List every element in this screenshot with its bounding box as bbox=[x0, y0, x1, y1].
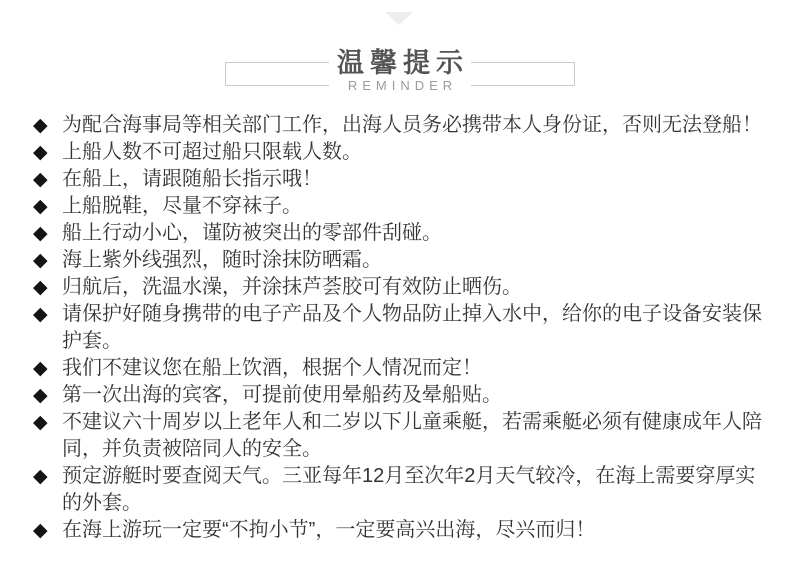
tip-list-item bbox=[33, 517, 768, 544]
tip-list-item bbox=[33, 166, 768, 193]
tip-list-item bbox=[33, 274, 768, 301]
tip-text: 请保护好随身携带的电子产品及个人物品防止掉入水中，给你的电子设备安装保护套。 bbox=[62, 303, 762, 352]
tip-text: 归航后，洗温水澡，并涂抹芦荟胶可有效防止晒伤。 bbox=[62, 276, 522, 298]
tip-list-item bbox=[33, 220, 768, 247]
diamond-bullet-icon: ◆ bbox=[33, 304, 48, 325]
diamond-bullet-icon: ◆ bbox=[33, 520, 48, 541]
tip-list-item bbox=[33, 139, 768, 166]
tip-text: 不建议六十周岁以上老年人和二岁以下儿童乘艇，若需乘艇必须有健康成年人陪同，并负责被陪同人的安全。 bbox=[62, 411, 762, 460]
tip-text: 船上行动小心，谨防被突出的零部件刮碰。 bbox=[62, 222, 442, 244]
tip-list-item bbox=[33, 409, 768, 463]
tip-text: 第一次出海的宾客，可提前使用晕船药及晕船贴。 bbox=[62, 384, 502, 406]
tip-text: 预定游艇时要查阅天气。三亚每年12月至次年2月天气较冷，在海上需要穿厚实的外套。 bbox=[62, 465, 756, 514]
diamond-bullet-icon: ◆ bbox=[33, 250, 48, 271]
page-title: 温馨提示 bbox=[337, 48, 469, 78]
tip-list-item bbox=[33, 382, 768, 409]
diamond-bullet-icon: ◆ bbox=[33, 142, 48, 163]
diamond-bullet-icon: ◆ bbox=[33, 196, 48, 217]
tip-text: 为配合海事局等相关部门工作，出海人员务必携带本人身份证，否则无法登船！ bbox=[62, 114, 762, 136]
tip-list-item bbox=[33, 463, 768, 517]
tip-text: 上船人数不可超过船只限载人数。 bbox=[62, 141, 362, 163]
tip-text: 在船上，请跟随船长指示哦！ bbox=[62, 168, 322, 190]
diamond-bullet-icon: ◆ bbox=[33, 466, 48, 487]
diamond-bullet-icon: ◆ bbox=[33, 115, 48, 136]
tip-text: 我们不建议您在船上饮酒，根据个人情况而定！ bbox=[62, 357, 482, 379]
tip-text: 上船脱鞋，尽量不穿袜子。 bbox=[62, 195, 302, 217]
diamond-bullet-icon: ◆ bbox=[33, 358, 48, 379]
tip-list-item bbox=[33, 193, 768, 220]
tip-list-item bbox=[33, 355, 768, 382]
tip-list-item bbox=[33, 301, 768, 355]
page-subtitle: REMINDER bbox=[347, 78, 458, 93]
diamond-bullet-icon: ◆ bbox=[33, 277, 48, 298]
diamond-bullet-icon: ◆ bbox=[33, 385, 48, 406]
tip-text: 海上紫外线强烈，随时涂抹防晒霜。 bbox=[62, 249, 382, 271]
tips-list bbox=[33, 112, 768, 544]
diamond-bullet-icon: ◆ bbox=[33, 223, 48, 244]
diamond-bullet-icon: ◆ bbox=[33, 169, 48, 190]
tip-list-item bbox=[33, 112, 768, 139]
diamond-bullet-icon: ◆ bbox=[33, 412, 48, 433]
down-triangle-icon bbox=[385, 12, 413, 25]
tip-list-item bbox=[33, 247, 768, 274]
tip-text: 在海上游玩一定要“不拘小节”，一定要高兴出海，尽兴而归！ bbox=[62, 519, 596, 541]
